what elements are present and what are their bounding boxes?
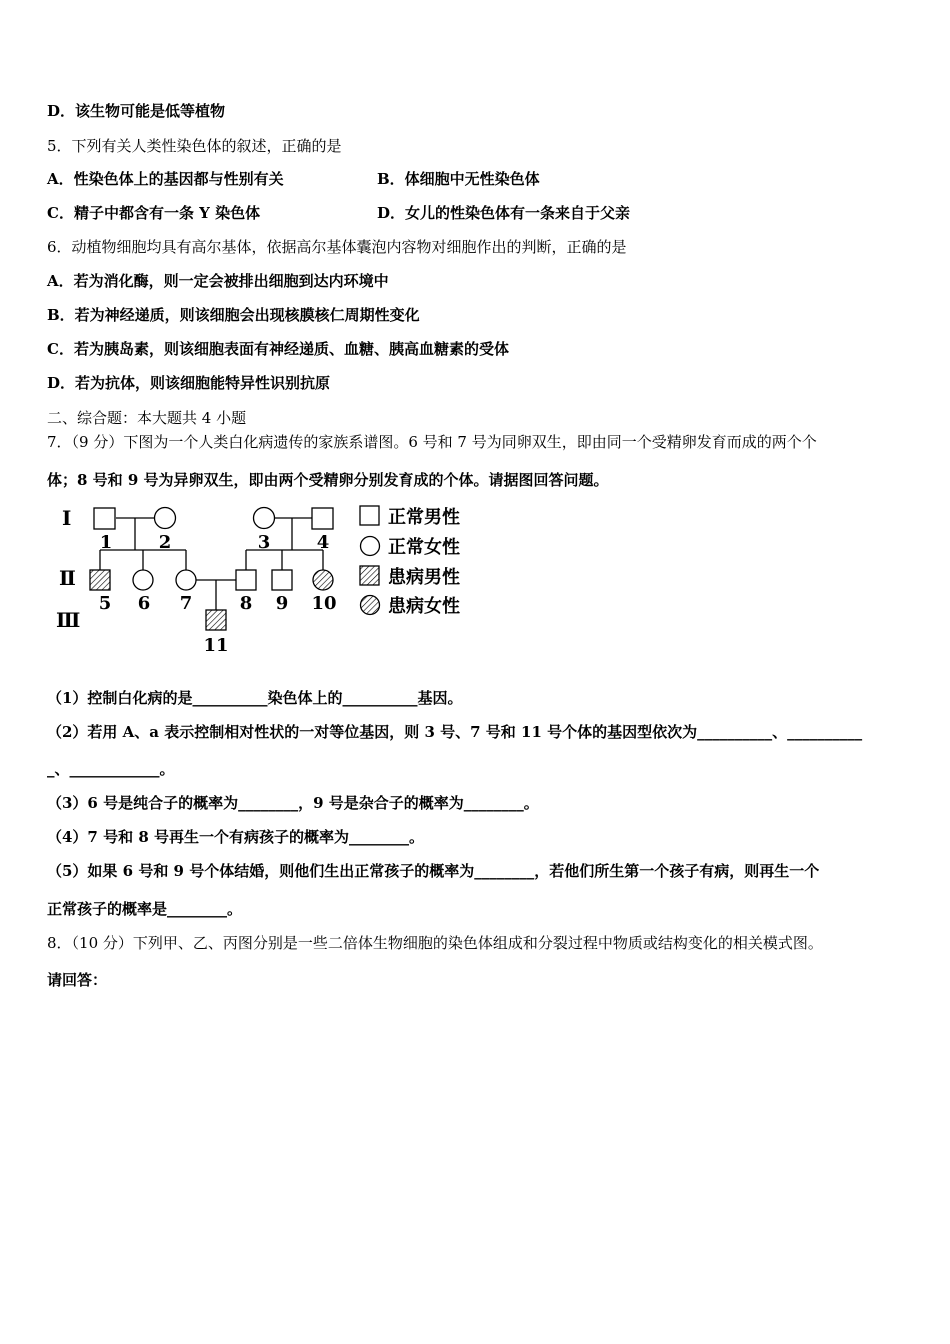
- q5-option-b: B．体细胞中无性染色体: [377, 170, 540, 188]
- label-4: 4: [316, 532, 330, 553]
- label-5: 5: [98, 593, 112, 614]
- individual-11: [206, 610, 226, 630]
- label-11: 11: [203, 635, 229, 656]
- individual-9: [272, 570, 292, 590]
- gen-label-1: Ⅰ: [62, 506, 72, 530]
- q8-stem-line1: 8．（10 分）下列甲、乙、丙图分别是一些二倍体生物细胞的染色体组成和分裂过程中物质或结构变化的相关模式图。: [47, 934, 823, 952]
- individual-4: [312, 508, 333, 529]
- prev-option-d: D．该生物可能是低等植物: [47, 102, 226, 120]
- q6-stem: 6．动植物细胞均具有高尔基体，依据高尔基体囊泡内容物对细胞作出的判断，正确的是: [47, 238, 627, 256]
- q7-part3: （3）6 号是纯合子的概率为________，9 号是杂合子的概率为________。: [47, 794, 539, 812]
- legend-normal-female-icon: [361, 537, 380, 556]
- individual-1: [94, 508, 115, 529]
- section-2-heading: 二、综合题：本大题共 4 小题: [47, 409, 247, 427]
- q7-stem-line1: 7．（9 分）下图为一个人类白化病遗传的家族系谱图。6 号和 7 号为同卵双生，即由同一个受精卵发育而成的两个个: [47, 433, 817, 451]
- label-3: 3: [257, 532, 271, 553]
- label-7: 7: [179, 593, 193, 614]
- legend-normal-male-icon: [360, 506, 379, 525]
- q5-options-row1: [47, 169, 907, 189]
- q7-part4: （4）7 号和 8 号再生一个有病孩子的概率为________。: [47, 828, 424, 846]
- q5-option-a: A．性染色体上的基因都与性别有关: [47, 170, 284, 188]
- label-8: 8: [239, 593, 253, 614]
- q5-option-d: D．女儿的性染色体有一条来自于父亲: [377, 204, 631, 222]
- q7-part2-line2: _、____________。: [47, 760, 175, 778]
- q7-part5-line1: （5）如果 6 号和 9 号个体结婚，则他们生出正常孩子的概率为________，若他们所生第一个孩子有病，则再生一个: [47, 862, 820, 880]
- individual-5: [90, 570, 110, 590]
- q7-stem-line2: 体；8 号和 9 号为异卵双生，即由两个受精卵分别发育成的个体。请据图回答问题。: [47, 471, 609, 489]
- individual-3: [254, 508, 275, 529]
- individual-10: [313, 570, 333, 590]
- legend-affected-female: 患病女性: [388, 596, 460, 617]
- q6-option-d: D．若为抗体，则该细胞能特异性识别抗原: [47, 374, 331, 392]
- legend-affected-male-icon: [360, 566, 379, 585]
- label-1: 1: [99, 532, 113, 553]
- label-9: 9: [275, 593, 289, 614]
- q7-part2-line1: （2）若用 A、a 表示控制相对性状的一对等位基因，则 3 号、7 号和 11 号个体的基因型依次为__________、__________: [47, 723, 863, 741]
- label-10: 10: [311, 593, 337, 614]
- gen-label-2: Ⅱ: [59, 566, 76, 590]
- individual-8: [236, 570, 256, 590]
- label-6: 6: [137, 593, 151, 614]
- legend-normal-female: 正常女性: [388, 537, 460, 558]
- individual-7: [176, 570, 196, 590]
- q6-option-a: A．若为消化酶，则一定会被排出细胞到达内环境中: [47, 272, 389, 290]
- q8-stem-line2: 请回答：: [47, 971, 108, 989]
- gen-label-3: Ⅲ: [56, 608, 81, 632]
- q5-options-row2: [47, 203, 907, 223]
- legend-affected-male: 患病男性: [388, 567, 460, 588]
- q5-option-c: C．精子中都含有一条 Y 染色体: [47, 204, 261, 222]
- pedigree-chart: [50, 500, 480, 660]
- q7-part5-line2: 正常孩子的概率是________。: [47, 900, 243, 918]
- legend-affected-female-icon: [361, 596, 380, 615]
- q5-stem: 5．下列有关人类性染色体的叙述，正确的是: [47, 137, 342, 155]
- q7-part1: （1）控制白化病的是__________染色体上的__________基因。: [47, 689, 463, 707]
- individual-2: [155, 508, 176, 529]
- individual-6: [133, 570, 153, 590]
- q6-option-c: C．若为胰岛素，则该细胞表面有神经递质、血糖、胰高血糖素的受体: [47, 340, 509, 358]
- label-2: 2: [158, 532, 172, 553]
- legend-normal-male: 正常男性: [388, 507, 460, 528]
- q6-option-b: B．若为神经递质，则该细胞会出现核膜核仁周期性变化: [47, 306, 420, 324]
